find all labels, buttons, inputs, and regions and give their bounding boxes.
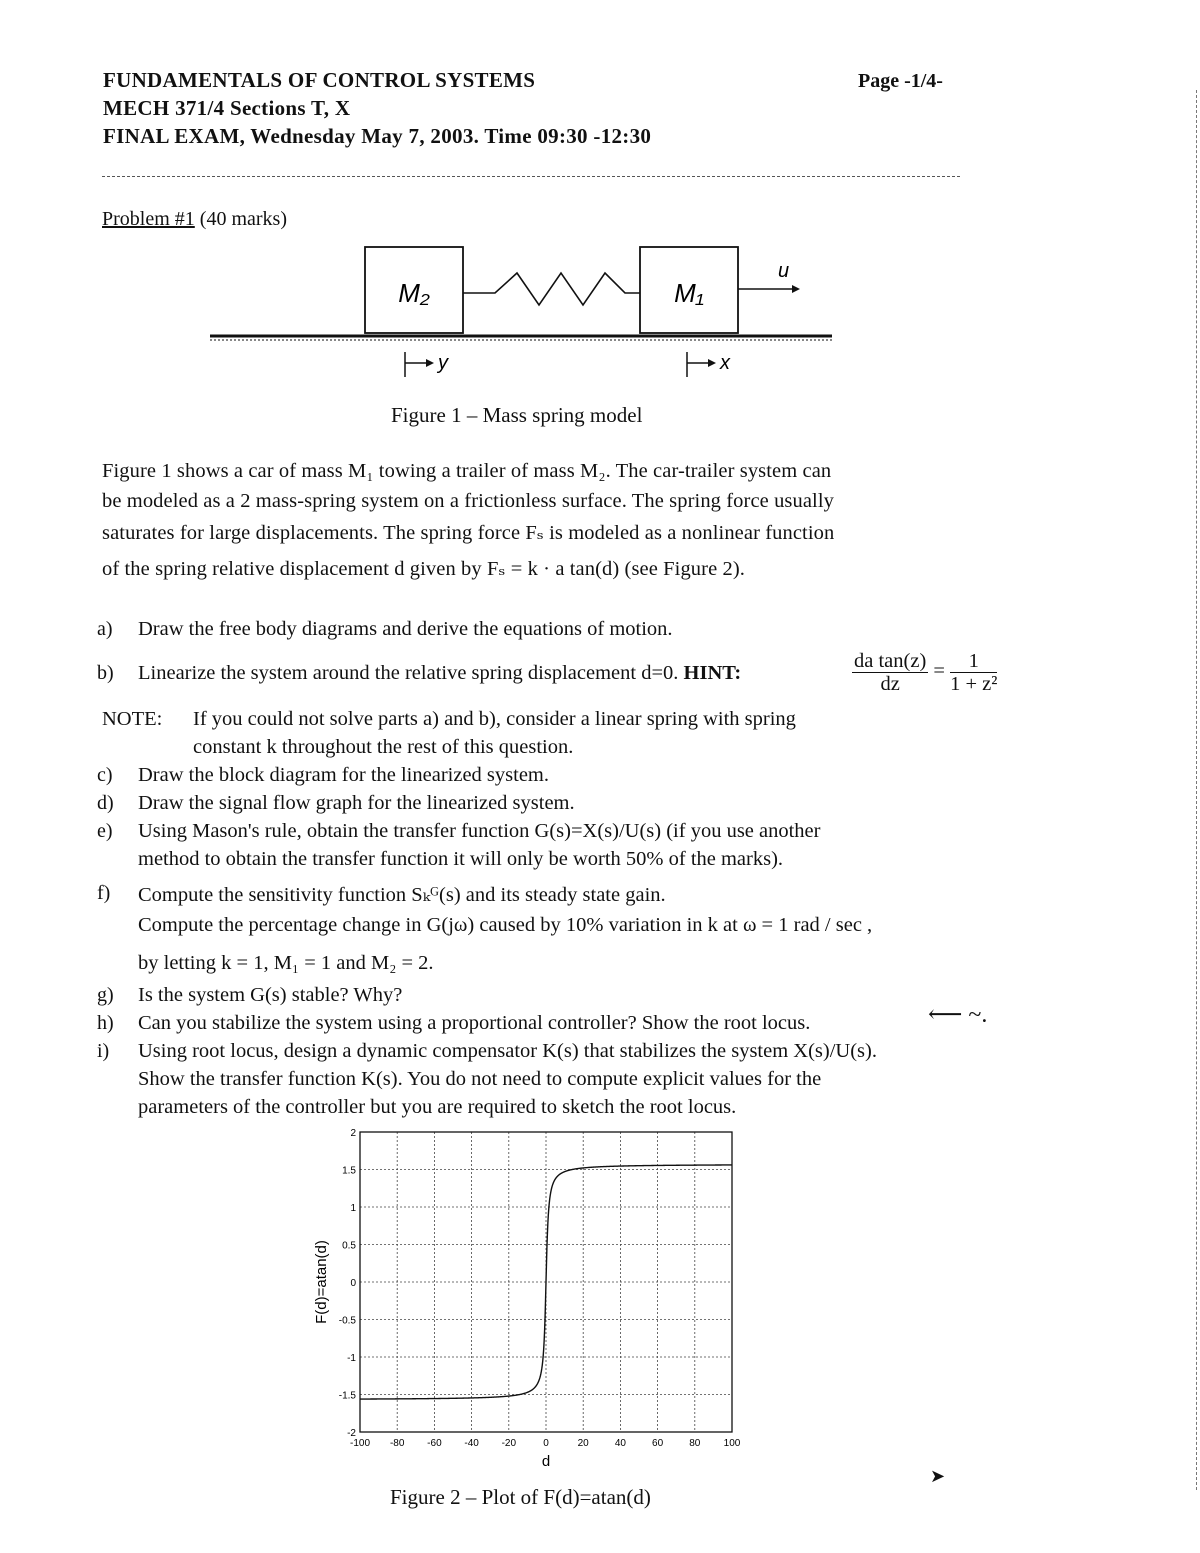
x-axis-label: d (541, 1453, 551, 1470)
y-tick-label: 0 (350, 1278, 356, 1289)
description-line-2: be modeled as a 2 mass-spring system on a frictionless surface. The spring force usually (102, 490, 834, 512)
exam-info: FINAL EXAM, Wednesday May 7, 2003. Time 09:30 -12:30 (103, 124, 652, 148)
description-line-3: saturates for large displacements. The spring force Fₛ is modeled as a nonlinear function (102, 522, 835, 544)
question-c: Draw the block diagram for the linearized system. (138, 764, 549, 786)
y-tick-label: 1 (350, 1203, 356, 1214)
question-a-letter: a) (97, 618, 113, 640)
x-tick-label: 0 (543, 1438, 549, 1449)
question-h: Can you stabilize the system using a proportional controller? Show the root locus. (138, 1012, 811, 1034)
y-tick-label: 1.5 (342, 1165, 356, 1177)
x-tick-label: -60 (427, 1438, 442, 1449)
displacement-x-label: x (720, 352, 730, 374)
question-f2-line-2: by letting k = 1, M₁ = 1 and M₂ = 2. (138, 952, 434, 974)
y-tick-label: -0.5 (338, 1315, 356, 1327)
problem-marks: (40 marks) (199, 208, 287, 230)
spring (463, 273, 640, 305)
page-number: Page -1/4- (858, 70, 943, 92)
question-f2-line-1: Compute the percentage change in G(jω) caused by 10% variation in k at ω = 1 rad / sec , (138, 914, 873, 936)
input-label: u (778, 260, 790, 282)
scan-mark: ➤ (930, 1466, 946, 1486)
x-tick-labels (350, 1438, 741, 1449)
y-tick-label: 0.5 (342, 1240, 356, 1252)
question-a: Draw the free body diagrams and derive the equations of motion. (138, 618, 673, 640)
note-line-2: constant k throughout the rest of this question. (193, 736, 574, 758)
question-i-line-1: Using root locus, design a dynamic compensator K(s) that stabilizes the system X(s)/U(s). (138, 1040, 877, 1062)
hint-label: HINT: (683, 662, 742, 684)
question-c-letter: c) (97, 764, 113, 786)
atan-chart (300, 1122, 760, 1474)
hint-formula (852, 650, 997, 695)
question-g-letter: g) (97, 984, 114, 1006)
displacement-x-marker (687, 352, 731, 377)
x-tick-label: 20 (577, 1438, 589, 1449)
question-i-letter: i) (97, 1040, 110, 1062)
course-section: MECH 371/4 Sections T, X (103, 96, 351, 120)
question-i-line-3: parameters of the controller but you are required to sketch the root locus. (138, 1096, 737, 1118)
problem-label: Problem #1 (102, 208, 195, 230)
question-i-line-2: Show the transfer function K(s). You do not need to compute explicit values for the (138, 1068, 822, 1090)
handwritten-arrow-note: ⟵ ~. (928, 1002, 988, 1028)
question-g: Is the system G(s) stable? Why? (138, 984, 403, 1006)
x-tick-label: -20 (501, 1438, 517, 1449)
x-tick-label: -100 (349, 1438, 371, 1449)
course-title: FUNDAMENTALS OF CONTROL SYSTEMS (103, 68, 536, 92)
question-d-letter: d) (97, 792, 114, 814)
hint-denominator: dz (880, 673, 900, 695)
description-line-1: Figure 1 shows a car of mass M₁ towing a trailer of mass M₂. The car-trailer system can (102, 460, 832, 482)
question-b-letter: b) (97, 662, 114, 684)
question-f-letter: f) (97, 882, 111, 904)
figure1-caption: Figure 1 – Mass spring model (391, 403, 643, 427)
y-tick-label: -2 (347, 1428, 356, 1439)
question-b (138, 662, 741, 685)
question-d: Draw the signal flow graph for the linearized system. (138, 792, 575, 814)
x-tick-label: 100 (723, 1438, 741, 1449)
x-tick-label: 40 (614, 1438, 626, 1449)
displacement-y-label: y (438, 352, 448, 374)
x-tick-label: -40 (464, 1438, 479, 1449)
note-line-1: If you could not solve parts a) and b), consider a linear spring with spring (193, 708, 796, 730)
question-b-text: Linearize the system around the relative spring displacement d=0. (138, 662, 679, 684)
question-f: Compute the sensitivity function Sₖᴳ(s) and its steady state gain. (138, 884, 666, 906)
question-e-line-2: method to obtain the transfer function it will only be worth 50% of the marks). (138, 848, 784, 870)
mass-m2-label: M₂ (398, 278, 430, 308)
y-tick-label: -1 (347, 1353, 356, 1364)
scan-edge (1196, 90, 1200, 1490)
x-tick-label: -80 (389, 1438, 405, 1449)
figure2-caption: Figure 2 – Plot of F(d)=atan(d) (390, 1485, 651, 1509)
question-e-letter: e) (97, 820, 113, 842)
y-axis-label: F(d)=atan(d) (313, 1240, 330, 1324)
y-tick-label: 2 (350, 1128, 356, 1139)
hint-rhs-denominator: 1 + z² (950, 673, 998, 695)
hint-rhs-numerator: 1 (950, 650, 997, 673)
mass-spring-diagram (200, 235, 860, 410)
header-divider (102, 176, 960, 177)
y-tick-labels (339, 1128, 357, 1439)
x-tick-label: 80 (689, 1438, 701, 1449)
problem-heading (102, 208, 287, 231)
y-tick-label: -1.5 (338, 1390, 356, 1402)
description-line-4: of the spring relative displacement d given by Fₛ = k · a tan(d) (see Figure 2). (102, 558, 745, 580)
question-e-line-1: Using Mason's rule, obtain the transfer function G(s)=X(s)/U(s) (if you use another (138, 820, 821, 842)
displacement-y-marker (405, 352, 449, 377)
question-h-letter: h) (97, 1012, 114, 1034)
note-label: NOTE: (102, 708, 163, 730)
hint-equals: = (933, 660, 945, 683)
hint-numerator: da tan(z) (854, 650, 927, 672)
x-tick-label: 60 (652, 1438, 664, 1449)
mass-m1-label: M₁ (674, 278, 704, 308)
